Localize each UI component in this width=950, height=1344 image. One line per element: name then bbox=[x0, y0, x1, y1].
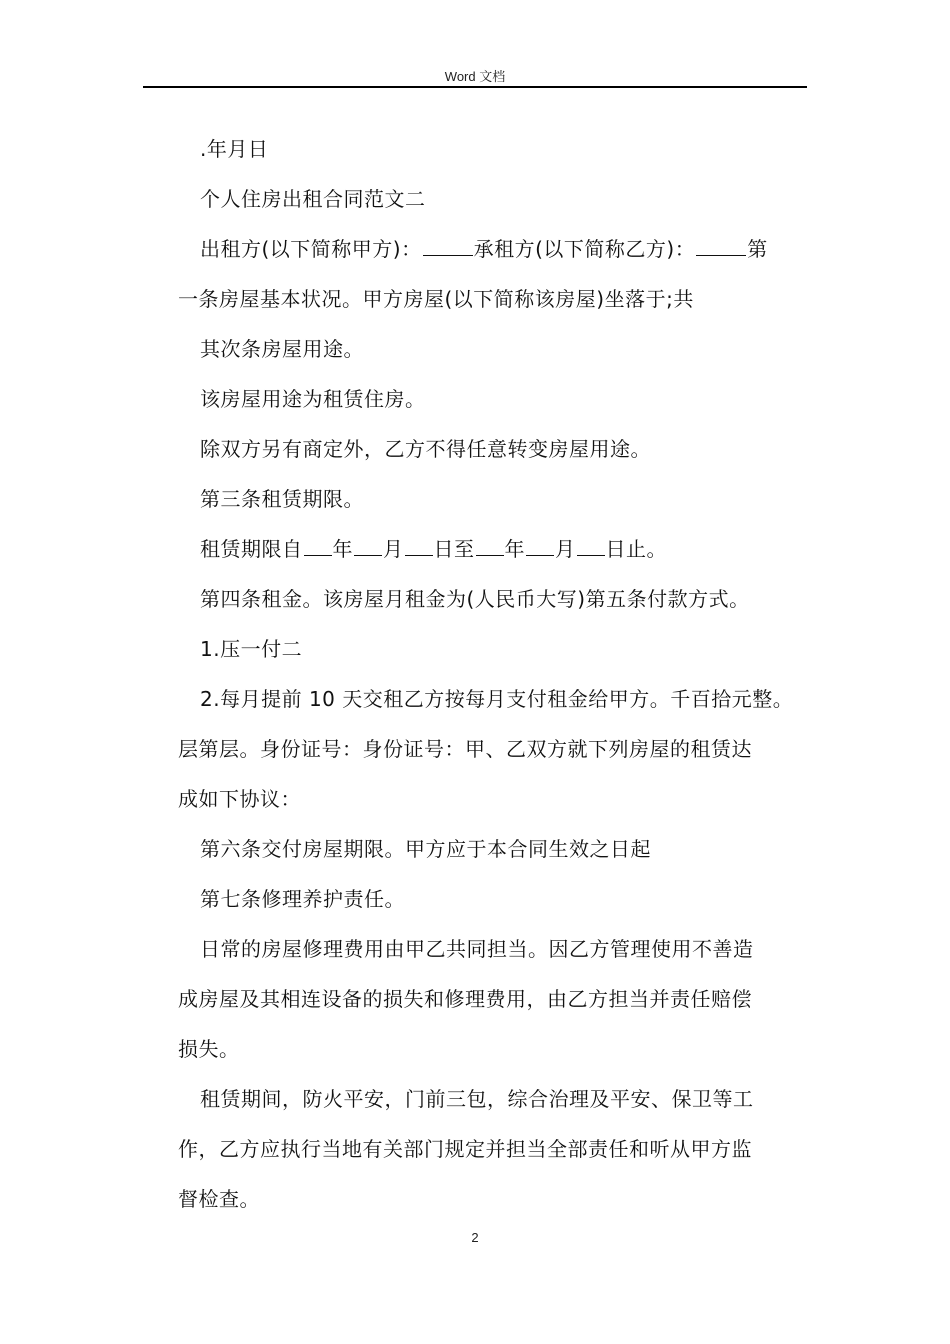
page-number: 2 bbox=[471, 1230, 479, 1245]
fill-in-blank bbox=[696, 239, 746, 256]
paragraph: 该房屋用途为租赁住房。 bbox=[200, 387, 426, 411]
paragraph: 日常的房屋修理费用由甲乙共同担当。因乙方管理使用不善造 bbox=[200, 937, 754, 961]
document-body bbox=[178, 124, 828, 1224]
paragraph-continuation: 损失。 bbox=[178, 1037, 240, 1061]
header-divider bbox=[143, 86, 807, 88]
paragraph bbox=[178, 224, 828, 274]
paragraph: 除双方另有商定外，乙方不得任意转变房屋用途。 bbox=[200, 437, 651, 461]
fill-in-blank bbox=[405, 539, 433, 556]
paragraph-continuation: 一条房屋基本状况。甲方房屋(以下简称该房屋)坐落于;共 bbox=[178, 287, 694, 311]
text-run: 日止。 bbox=[605, 537, 667, 561]
paragraph-continuation: 成房屋及其相连设备的损失和修理费用，由乙方担当并责任赔偿 bbox=[178, 987, 752, 1011]
fill-in-blank bbox=[423, 239, 473, 256]
paragraph: 租赁期间，防火平安，门前三包，综合治理及平安、保卫等工 bbox=[200, 1087, 754, 1111]
paragraph-continuation: 成如下协议： bbox=[178, 787, 301, 811]
paragraph-continuation: 作，乙方应执行当地有关部门规定并担当全部责任和听从甲方监 bbox=[178, 1137, 752, 1161]
text-run: 年 bbox=[332, 537, 353, 561]
text-run: 月 bbox=[555, 537, 576, 561]
paragraph-continuation: 层第层。身份证号：身份证号：甲、乙双方就下列房屋的租赁达 bbox=[178, 737, 752, 761]
section-title: 个人住房出租合同范文二 bbox=[200, 187, 426, 211]
page-header: Word 文档 bbox=[444, 69, 506, 84]
fill-in-blank bbox=[476, 539, 504, 556]
paragraph: 其次条房屋用途。 bbox=[200, 337, 364, 361]
fill-in-blank bbox=[577, 539, 605, 556]
paragraph: 2.每月提前 10 天交租乙方按每月支付租金给甲方。千百拾元整。 bbox=[200, 687, 794, 711]
fill-in-blank bbox=[304, 539, 332, 556]
paragraph: .年月日 bbox=[200, 137, 269, 161]
text-run: 第 bbox=[747, 237, 768, 261]
text-run: 承租方(以下简称乙方)： bbox=[473, 237, 696, 261]
text-run: 年 bbox=[504, 537, 525, 561]
paragraph: 第六条交付房屋期限。甲方应于本合同生效之日起 bbox=[200, 837, 651, 861]
paragraph: 第四条租金。该房屋月租金为(人民币大写)第五条付款方式。 bbox=[200, 587, 750, 611]
text-run: 月 bbox=[383, 537, 404, 561]
paragraph: 第七条修理养护责任。 bbox=[200, 887, 405, 911]
fill-in-blank bbox=[526, 539, 554, 556]
paragraph bbox=[178, 524, 828, 574]
text-run: 出租方(以下简称甲方)： bbox=[200, 237, 422, 261]
text-run: 租赁期限自 bbox=[200, 537, 303, 561]
text-run: 日至 bbox=[433, 537, 475, 561]
paragraph-continuation: 督检查。 bbox=[178, 1187, 260, 1211]
fill-in-blank bbox=[354, 539, 382, 556]
paragraph: 第三条租赁期限。 bbox=[200, 487, 364, 511]
paragraph: 1.压一付二 bbox=[200, 637, 303, 661]
